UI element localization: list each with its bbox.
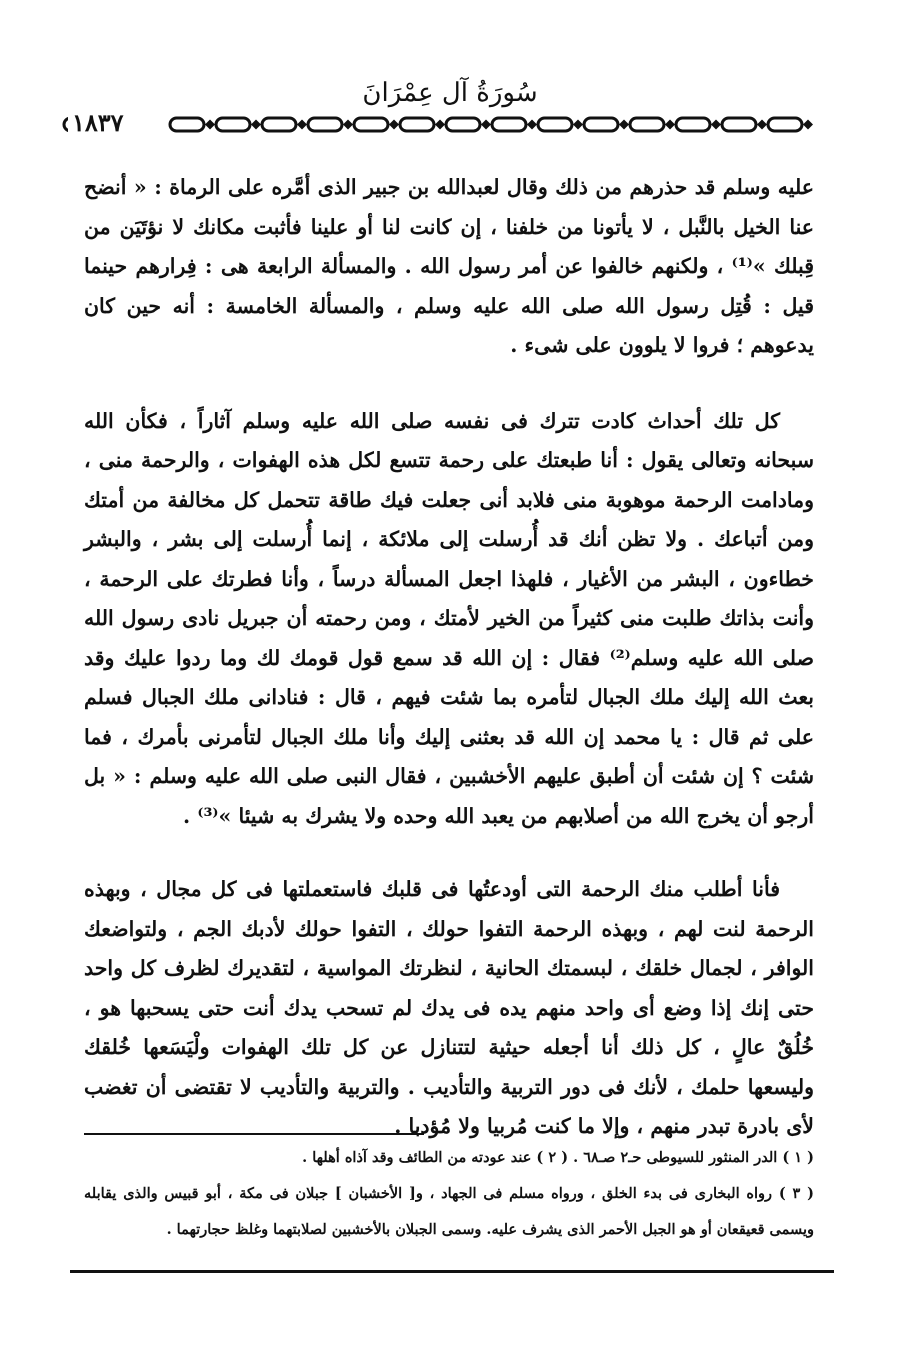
chain-link: [400, 118, 434, 131]
chain-diamond: [803, 120, 813, 130]
chain-link: [308, 118, 342, 131]
page-number: ١٨٣٧: [68, 108, 128, 137]
bottom-rule: [70, 1270, 834, 1273]
footnote: ( ١ ) الدر المنثور للسيوطى حـ٢ صـ٦٨ . ( ٢ ) عند عودته من الطائف وقد آذاه أهلها .: [302, 1149, 814, 1166]
paragraph: كل تلك أحداث كادت تترك فى نفسه صلى الله عليه وسلم آثاراً ، فكأن الله سبحانه وتعالى يقول : أنا طبعتك على رحمة تتسع لكل هذه الهفوات ، والرحمة منى ، ومادامت الرحمة موهوبة منى فلابد أنى جعلت فيك طاقة تتحمل كل مخالفة من أمتك ومن أتباعك . ولا تظن أنك قد أُرسلت إلى ملائكة ، إنما أُرسلت إلى بشر ، والبشر خطاءون ، البشر من الأغيار ، فلهذا اجعل المسألة درساً ، وأنا فطرتك على الرحمة ، وأنت بذاتك طلبت منى كثيراً من الخير لأمتك ، ومن رحمته أن جبريل نادى رسول الله صلى الله عليه وسلم⁽²⁾ فقال : إن الله قد سمع قول قومك لك وما ردوا عليك وقد بعث الله إليك ملك الجبال لتأمره بما شئت فيهم ، قال : فنادانى ملك الجبال فسلم على ثم قال : يا محمد إن الله قد بعثنى إليك وأنا ملك الجبال لتأمرنى بأمرك ، فما شئت ؟ إن شئت أن أطبق عليهم الأخشبين ، فقال النبى صلى الله عليه وسلم : « بل أرجو أن يخرج الله من أصلابهم من يعبد الله وحده ولا يشرك به شيئا »⁽³⁾ .: [84, 408, 814, 828]
chain-link: [354, 118, 388, 131]
footnotes: [84, 1140, 814, 1248]
chain-link: [768, 118, 802, 131]
page-header: [60, 70, 840, 140]
chain-diamond: [205, 120, 215, 130]
chain-link: [216, 118, 250, 131]
chain-link: [446, 118, 480, 131]
chain-diamond: [389, 120, 399, 130]
chain-link: [676, 118, 710, 131]
chain-diamond: [573, 120, 583, 130]
chain-diamond: [711, 120, 721, 130]
chain-diamond: [527, 120, 537, 130]
chain-diamond: [757, 120, 767, 130]
main-text: [84, 168, 814, 1147]
paragraph: عليه وسلم قد حذرهم من ذلك وقال لعبدالله بن جبير الذى أمَّره على الرماة : « أنضح عنا الخيل بالنَّبل ، لا يأتونا من خلفنا ، إن كانت لنا أو علينا فأثبت مكانك لا نؤتَيَن من قِبلك »⁽¹⁾ ، ولكنهم خالفوا عن أمر رسول الله . والمسألة الرابعة هى : فِرارهم حينما قيل : قُتِل رسول الله صلى الله عليه وسلم ، والمسألة الخامسة : أنه حين كان يدعوهم ؛ فروا لا يلوون على شىء .: [84, 175, 815, 357]
chain-link: [538, 118, 572, 131]
chain-diamond: [619, 120, 629, 130]
footnote-separator: [84, 1133, 424, 1135]
chain-diamond: [665, 120, 675, 130]
chain-diamond: [435, 120, 445, 130]
decorative-chain-border: [60, 114, 840, 136]
paragraph: فأنا أطلب منك الرحمة التى أودعتُها فى قلبك فاستعملتها فى كل مجال ، وبهذه الرحمة لنت لهم ، وبهذه الرحمة التفوا حولك ، التفوا حولك لأدبك الجم ، ولتواضعك الوافر ، لجمال خلقك ، لبسمتك الحانية ، لنظرتك المواسية ، لتقديرك لظرف كل واحد حتى إنك إذا وضع أى واحد منهم يده فى يدك لم تسحب يدك أنت حتى يسحبها هو ، خُلُقٌ عالٍ ، كل ذلك أنا أجعله حيثية لتتنازل عن كل تلك الهفوات ولْيَسَعها خُلقك وليسعها حلمك ، لأنك فى دور التربية والتأديب . والتربية والتأديب لا تقتضى أن تغضب لأى بادرة تبدر منهم ، وإلا ما كنت مُربيا ولا مُؤدبا .: [84, 877, 814, 1138]
chain-link: [584, 118, 618, 131]
chain-link: [170, 118, 204, 131]
chain-link: [262, 118, 296, 131]
chain-link: [630, 118, 664, 131]
chain-link: [722, 118, 756, 131]
chain-link: [492, 118, 526, 131]
chain-diamond: [297, 120, 307, 130]
chain-diamond: [251, 120, 261, 130]
chain-diamond: [343, 120, 353, 130]
footnote: ( ٣ ) رواه البخارى فى بدء الخلق ، ورواه مسلم فى الجهاد ، و[ الأخشبان ] جبلان فى مكة ، أبو قبيس والذى يقابله ويسمى قعيقعان أو هو الجبل الأحمر الذى يشرف عليه. وسمى الجبلان بالأخشبين لصلابتهما وغلظ حجارتهما .: [84, 1185, 814, 1238]
surah-title: سُورَةُ آل عِمْرَانَ: [362, 78, 538, 108]
chain-diamond: [481, 120, 491, 130]
